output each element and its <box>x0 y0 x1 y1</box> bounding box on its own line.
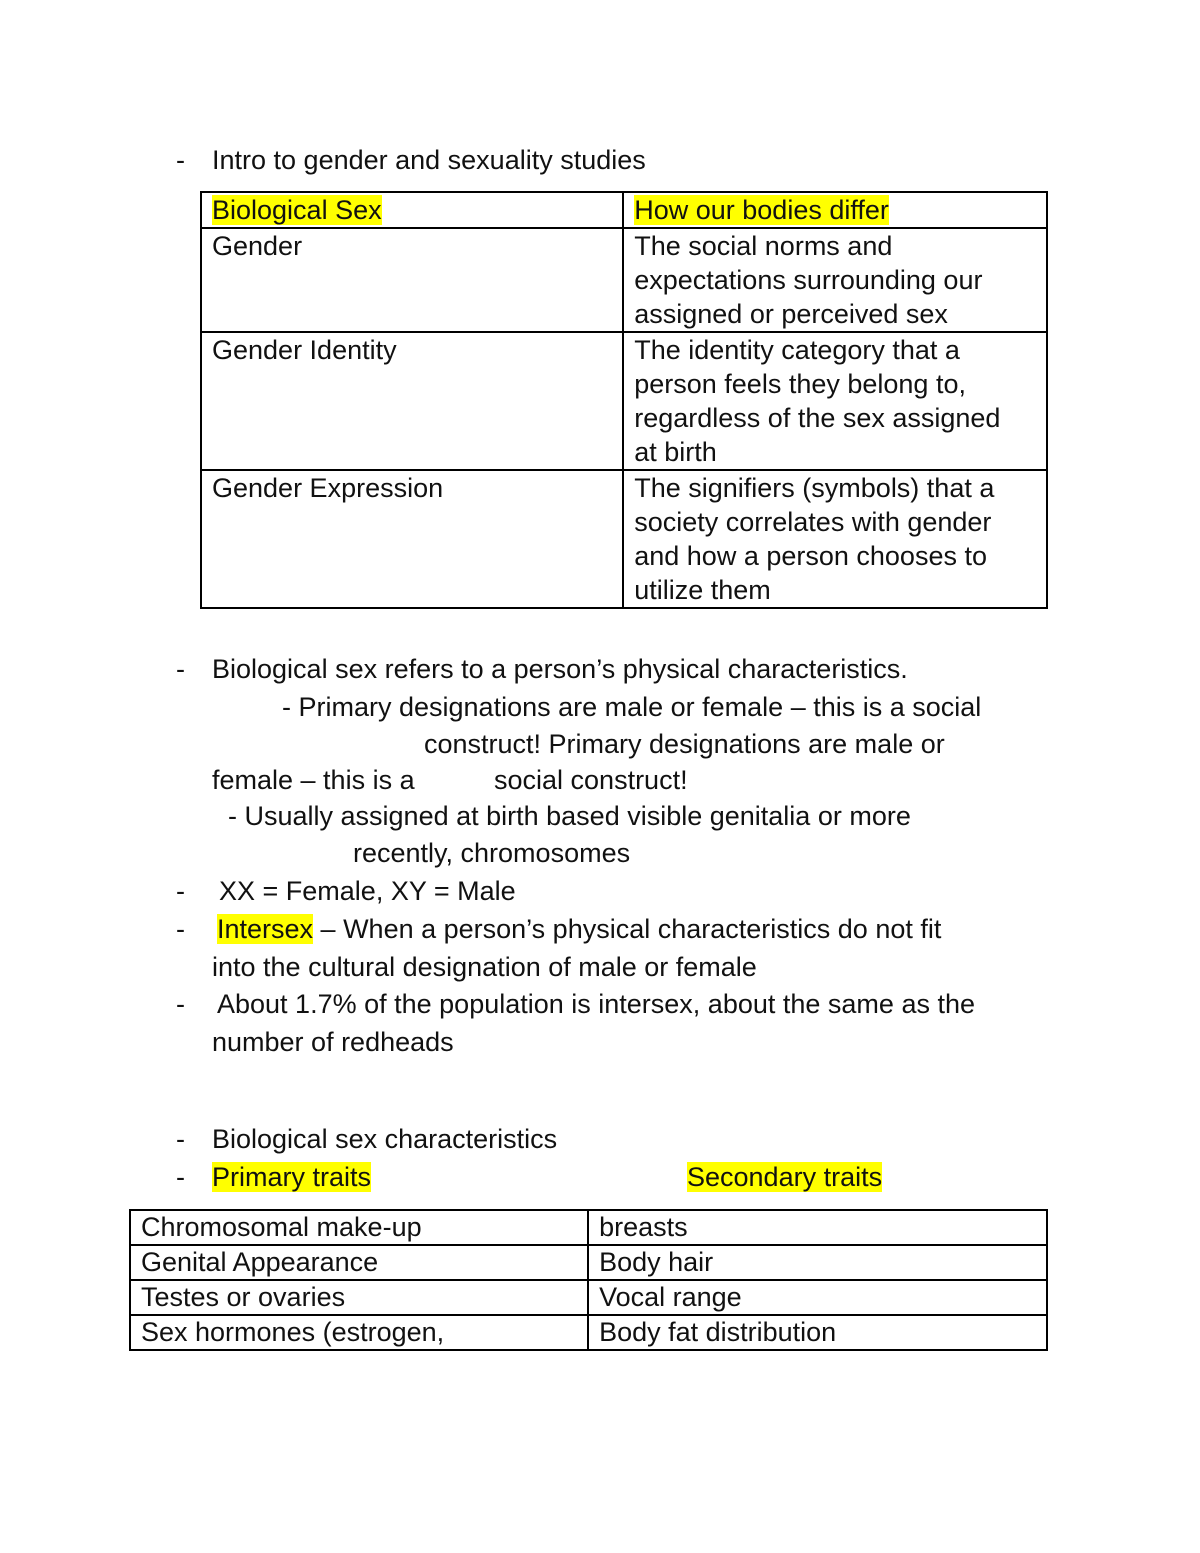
primary-trait-cell: Genital Appearance <box>130 1245 588 1280</box>
table-row <box>201 332 1047 470</box>
secondary-trait-cell: Body hair <box>588 1245 1047 1280</box>
population-line-cont: number of redheads <box>212 1027 454 1057</box>
intersex-line <box>217 912 941 946</box>
secondary-trait-cell: Body fat distribution <box>588 1315 1047 1350</box>
intersex-definition: – When a person’s physical characteristics do not fit <box>313 914 942 944</box>
term-cell: Gender Identity <box>201 332 623 470</box>
definition-biological-sex: How our bodies differ <box>634 195 889 225</box>
primary-traits-text: Primary traits <box>212 1162 372 1192</box>
bullet-dash: - <box>176 914 185 944</box>
primary-traits-label <box>212 1160 371 1194</box>
definition-line: person feels they belong to, <box>634 369 966 399</box>
primary-trait-cell: Chromosomal make-up <box>130 1210 588 1245</box>
secondary-traits-text: Secondary traits <box>687 1162 883 1192</box>
bullet-dash: - <box>176 1124 185 1154</box>
term-cell <box>201 192 623 228</box>
bullet-dash: - <box>176 989 185 1019</box>
definition-line: The identity category that a <box>634 335 960 365</box>
primary-trait-cell: Testes or ovaries <box>130 1280 588 1315</box>
sub-bullet-assigned-cont: recently, chromosomes <box>353 838 631 868</box>
biological-sex-paragraph: Biological sex refers to a person’s physical characteristics. <box>212 654 908 684</box>
table-row <box>201 192 1047 228</box>
term-cell: Gender <box>201 228 623 332</box>
table-row <box>201 470 1047 608</box>
population-line: About 1.7% of the population is intersex, about the same as the <box>217 989 975 1019</box>
definition-cell <box>623 228 1047 332</box>
definition-line: assigned or perceived sex <box>634 299 948 329</box>
sub-bullet-primary-cont: social construct! <box>494 765 688 795</box>
table-row <box>130 1315 1047 1350</box>
traits-table <box>129 1209 1048 1351</box>
term-biological-sex: Biological Sex <box>212 195 382 225</box>
definition-line: regardless of the sex assigned <box>634 403 1001 433</box>
table-row <box>130 1210 1047 1245</box>
definition-cell <box>623 470 1047 608</box>
term-cell: Gender Expression <box>201 470 623 608</box>
intersex-term: Intersex <box>217 914 314 944</box>
sub-bullet-primary-cont: female – this is a <box>212 765 415 795</box>
bullet-dash: - <box>176 876 185 906</box>
bullet-dash: - <box>176 1162 185 1192</box>
table-row <box>201 228 1047 332</box>
intro-heading: Intro to gender and sexuality studies <box>212 145 646 175</box>
definitions-table <box>200 191 1048 609</box>
primary-trait-cell: Sex hormones (estrogen, <box>130 1315 588 1350</box>
definition-line: expectations surrounding our <box>634 265 983 295</box>
definition-cell <box>623 332 1047 470</box>
definition-cell <box>623 192 1047 228</box>
definition-line: at birth <box>634 437 717 467</box>
definition-line: The signifiers (symbols) that a <box>634 473 995 503</box>
sub-bullet-primary: - Primary designations are male or female – this is a social <box>282 692 982 722</box>
definition-line: utilize them <box>634 575 771 605</box>
table-row <box>130 1280 1047 1315</box>
intersex-line-cont: into the cultural designation of male or female <box>212 952 757 982</box>
secondary-trait-cell: breasts <box>588 1210 1047 1245</box>
definition-line: The social norms and <box>634 231 893 261</box>
bullet-dash: - <box>176 145 185 175</box>
definition-line: and how a person chooses to <box>634 541 987 571</box>
bullet-dash: - <box>176 654 185 684</box>
definition-line: society correlates with gender <box>634 507 992 537</box>
characteristics-heading: Biological sex characteristics <box>212 1124 558 1154</box>
sub-bullet-assigned: - Usually assigned at birth based visible genitalia or more <box>228 801 911 831</box>
secondary-trait-cell: Vocal range <box>588 1280 1047 1315</box>
chromosome-line: XX = Female, XY = Male <box>219 876 516 906</box>
secondary-traits-label <box>687 1160 882 1194</box>
table-row <box>130 1245 1047 1280</box>
sub-bullet-primary-cont: construct! Primary designations are male or <box>424 729 945 759</box>
